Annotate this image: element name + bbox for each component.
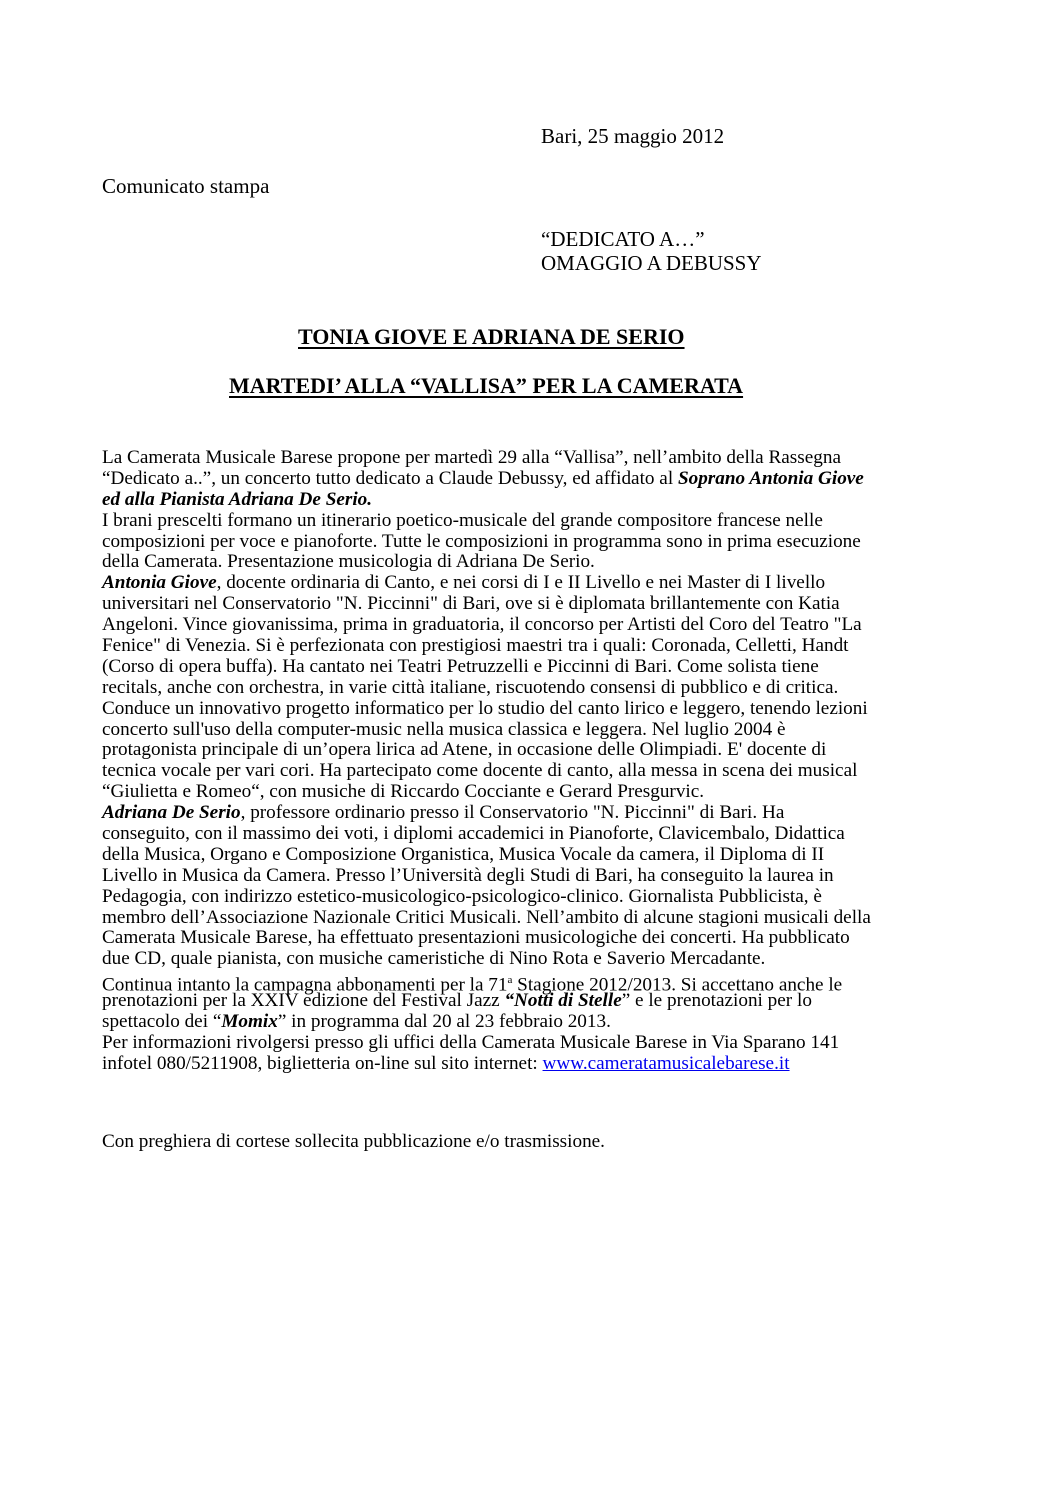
- date-line: Bari, 25 maggio 2012: [541, 124, 725, 148]
- body-line: concerto sull'uso della computer-music nella musica classica e leggera. Nel luglio 2004 è: [102, 718, 786, 740]
- body-line: Livello in Musica da Camera. Presso l’Università degli Studi di Bari, ha conseguito la laurea in: [102, 864, 834, 886]
- body-line: [102, 970, 962, 996]
- body-line: [102, 803, 962, 824]
- body-line: protagonista principale di un’opera lirica ad Atene, in occasione delle Olimpiadi. E' docente di: [102, 739, 827, 761]
- artist-name-de-serio: Adriana De Serio: [102, 802, 241, 824]
- body-line: recitals, anche con orchestra, in varie città italiane, riscuotendo consensi di pubblico e di critica.: [102, 676, 839, 698]
- body-line: I brani prescelti formano un itinerario poetico-musicale del grande compositore francese nelle: [102, 509, 823, 531]
- ordinal-superscript: a: [507, 974, 513, 987]
- headline-event: MARTEDI’ ALLA “VALLISA” PER LA CAMERATA: [229, 373, 744, 398]
- article-body: [102, 448, 962, 1075]
- subtitle-dedicato: “DEDICATO A…”: [541, 227, 705, 251]
- show-name-momix: Momix: [221, 1011, 278, 1033]
- body-text: “Dedicato a..”, un concerto tutto dedicato a Claude Debussy, ed affidato al: [102, 467, 678, 489]
- website-link[interactable]: www.cameratamusicalebarese.it: [542, 1052, 790, 1074]
- body-line: due CD, quale pianista, con musiche cameristiche di Nino Rota e Saverio Mercadante.: [102, 948, 766, 970]
- artist-name-giove: Antonia Giove: [102, 572, 217, 594]
- body-text: , professore ordinario presso il Conservatorio "N. Piccinni" di Bari. Ha: [240, 802, 785, 824]
- festival-name: “Notti di Stelle: [504, 990, 622, 1012]
- body-line: Fenice" di Venezia. Si è perfezionata con prestigiosi maestri tra i quali: Coronada, Celletti, Handt: [102, 635, 849, 657]
- body-line: membro dell’Associazione Nazionale Critici Musicali. Nell’ambito di alcune stagioni musicali della: [102, 906, 871, 928]
- document-kind: Comunicato stampa: [102, 174, 270, 198]
- body-text: , docente ordinaria di Canto, e nei corsi di I e II Livello e nei Master di I livello: [216, 572, 826, 594]
- body-line: tecnica vocale per vari cori. Ha partecipato come docente di canto, alla messa in scena dei musical: [102, 760, 858, 782]
- body-text: ” e le prenotazioni per lo: [621, 990, 812, 1012]
- body-line: conseguito, con il massimo dei voti, i diplomi accademici in Pianoforte, Clavicembalo, Didattica: [102, 823, 845, 845]
- body-line: (Corso di opera buffa). Ha cantato nei Teatri Petruzzelli e Piccinni di Bari. Come solista tiene: [102, 655, 819, 677]
- body-line: “Giulietta e Romeo“, con musiche di Riccardo Cocciante e Gerard Presgurvic.: [102, 781, 705, 803]
- soprano-emphasis: Soprano Antonia Giove: [677, 467, 864, 489]
- body-line: composizioni per voce e pianoforte. Tutte le composizioni in programma sono in prima esecuzione: [102, 530, 861, 552]
- body-line: della Camerata. Presentazione musicologia di Adriana De Serio.: [102, 551, 595, 573]
- body-line: Conduce un innovativo progetto informatico per lo studio del canto lirico e leggero, tenendo lezioni: [102, 697, 868, 719]
- body-line: [102, 1012, 962, 1033]
- body-text: spettacolo dei “: [102, 1011, 222, 1033]
- body-text: Continua intanto la campagna abbonamenti per la 71: [102, 974, 508, 996]
- headline-artists: TONIA GIOVE E ADRIANA DE SERIO: [298, 324, 685, 349]
- body-text: infotel 080/5211908, biglietteria on-line sul sito internet:: [102, 1052, 543, 1074]
- body-line: Pedagogia, con indirizzo estetico-musicologico-psicologico-clinico. Giornalista Pubblicista, è: [102, 885, 822, 907]
- body-line: Camerata Musicale Barese, ha effettuato presentazioni musicologiche dei concerti. Ha pubblicato: [102, 927, 850, 949]
- pianist-emphasis: ed alla Pianista Adriana De Serio.: [102, 488, 373, 510]
- body-line: [102, 573, 962, 594]
- subtitle-omaggio: OMAGGIO A DEBUSSY: [541, 251, 762, 275]
- body-line: La Camerata Musicale Barese propone per martedì 29 alla “Vallisa”, nell’ambito della Rassegna: [102, 447, 841, 468]
- body-line: della Musica, Organo e Composizione Organistica, Musica Vocale da camera, il Diploma di II: [102, 843, 825, 865]
- body-line: Angeloni. Vince giovanissima, prima in graduatoria, il concorso per Artisti del Coro del Teatro "La: [102, 614, 862, 636]
- body-line: [102, 469, 962, 490]
- body-line: universitari nel Conservatorio "N. Piccinni" di Bari, ove si è diplomata brillantemente con Katia: [102, 593, 840, 615]
- body-line: [102, 1054, 962, 1075]
- closing-note: Con preghiera di cortese sollecita pubblicazione e/o trasmissione.: [102, 1131, 605, 1152]
- body-line: Per informazioni rivolgersi presso gli uffici della Camerata Musicale Barese in Via Sparano 141: [102, 1031, 840, 1053]
- body-text: prenotazioni per la XXIV edizione del Festival Jazz: [102, 990, 505, 1012]
- body-text: ” in programma dal 20 al 23 febbraio 2013.: [277, 1011, 611, 1033]
- body-text: Stagione 2012/2013. Si accettano anche le: [512, 974, 843, 996]
